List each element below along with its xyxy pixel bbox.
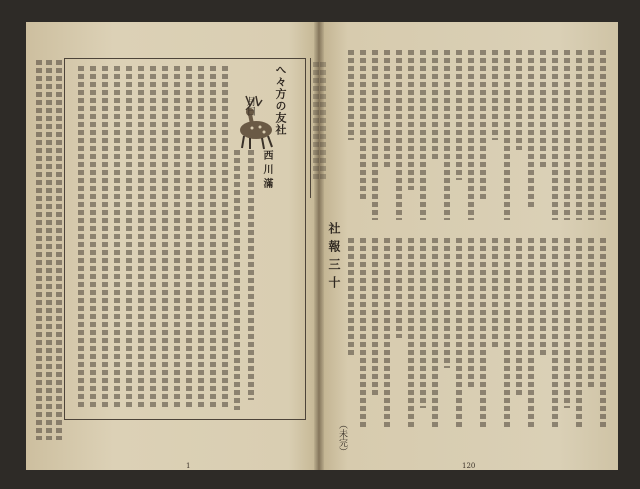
masthead-strip xyxy=(310,58,327,198)
essay-author: 西川滿 xyxy=(261,150,272,192)
section-heading-month-day: 月日 xyxy=(244,96,255,116)
right-page-number: 120 xyxy=(462,462,476,470)
essay-title: へ々方の友社 xyxy=(274,64,287,136)
closing-note: （未完） xyxy=(337,420,347,456)
running-header: 社報三十 xyxy=(327,222,341,294)
left-page-number: 1 xyxy=(186,462,191,470)
